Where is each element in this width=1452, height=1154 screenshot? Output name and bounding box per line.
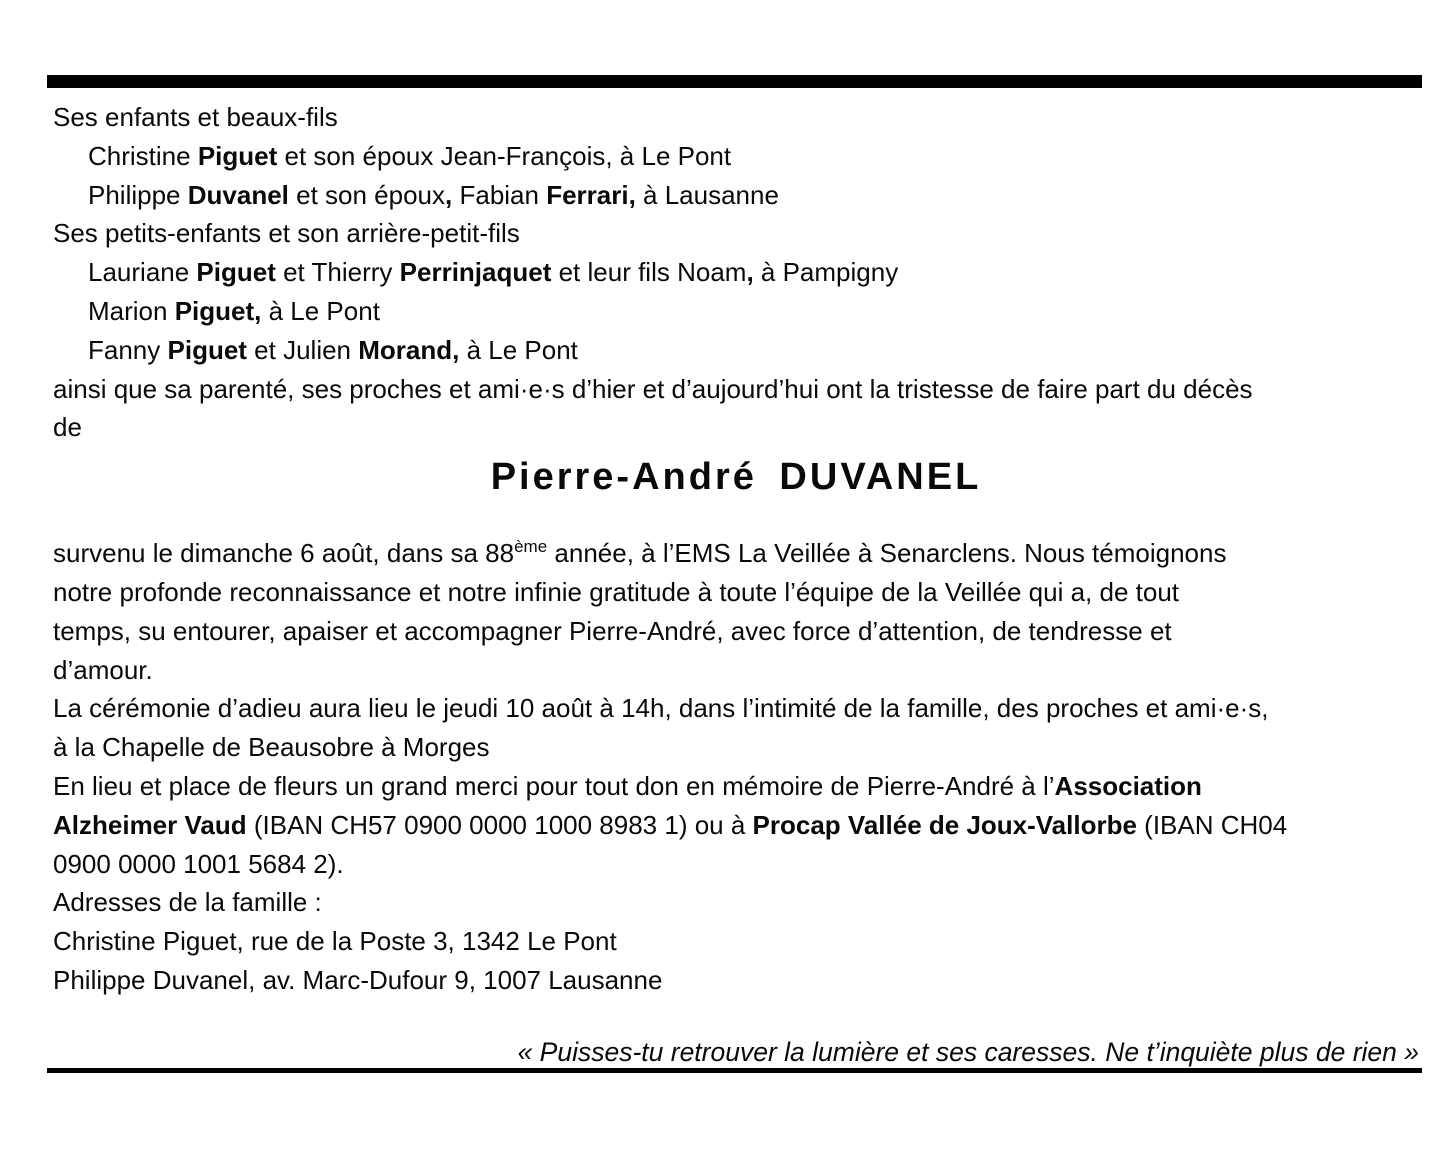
- text-line: Ses petits-enfants et son arrière-petit-fils: [53, 218, 520, 249]
- text-line: de: [53, 412, 82, 443]
- text-line: temps, su entourer, apaiser et accompagner Pierre-André, avec force d’attention, de tendresse et: [53, 615, 1172, 646]
- closing-quote: « Puisses-tu retrouver la lumière et ses caresses. Ne t’inquiète plus de rien »: [517, 1036, 1419, 1067]
- text-line: Lauriane Piguet et Thierry Perrinjaquet et leur fils Noam, à Pampigny: [88, 257, 899, 288]
- document-content: [53, 98, 1419, 1072]
- text-line: En lieu et place de fleurs un grand merci pour tout don en mémoire de Pierre-André à l’Association: [53, 770, 1202, 801]
- text-line: Alzheimer Vaud (IBAN CH57 0900 0000 1000 8983 1) ou à Procap Vallée de Joux-Vallorbe (IBAN CH04: [53, 809, 1288, 840]
- text-line: Ses enfants et beaux-fils: [53, 102, 338, 132]
- text-line: Philippe Duvanel et son époux, Fabian Ferrari, à Lausanne: [88, 179, 779, 210]
- bottom-rule: [47, 1068, 1422, 1073]
- text-line: à la Chapelle de Beausobre à Morges: [53, 732, 490, 763]
- deceased-name: Pierre-André DUVANEL: [490, 456, 982, 499]
- body-lines: [53, 534, 1419, 1000]
- text-line: La cérémonie d’adieu aura lieu le jeudi 10 août à 14h, dans l’intimité de la famille, des proches et ami·e·s,: [53, 693, 1269, 724]
- text-line: ainsi que sa parenté, ses proches et ami·e·s d’hier et d’aujourd’hui ont la tristesse de faire part du décès: [53, 373, 1253, 404]
- text-line: Adresses de la famille :: [53, 887, 322, 918]
- text-line: Christine Piguet et son époux Jean-François, à Le Pont: [88, 140, 732, 171]
- text-line: notre profonde reconnaissance et notre infinie gratitude à toute l’équipe de la Veillée qui a, de tout: [53, 576, 1180, 607]
- text-line: Philippe Duvanel, av. Marc-Dufour 9, 1007 Lausanne: [53, 964, 663, 995]
- text-line: survenu le dimanche 6 août, dans sa 88ème année, à l’EMS La Veillée à Senarclens. Nous témoignons: [53, 537, 1227, 569]
- top-rule: [47, 75, 1422, 88]
- text-line: 0900 0000 1001 5684 2).: [53, 848, 344, 879]
- family-lines: [53, 98, 1419, 447]
- text-line: Marion Piguet, à Le Pont: [88, 295, 380, 326]
- text-line: d’amour.: [53, 654, 153, 685]
- text-line: Christine Piguet, rue de la Poste 3, 1342 Le Pont: [53, 926, 617, 957]
- text-line: Fanny Piguet et Julien Morand, à Le Pont: [88, 334, 578, 365]
